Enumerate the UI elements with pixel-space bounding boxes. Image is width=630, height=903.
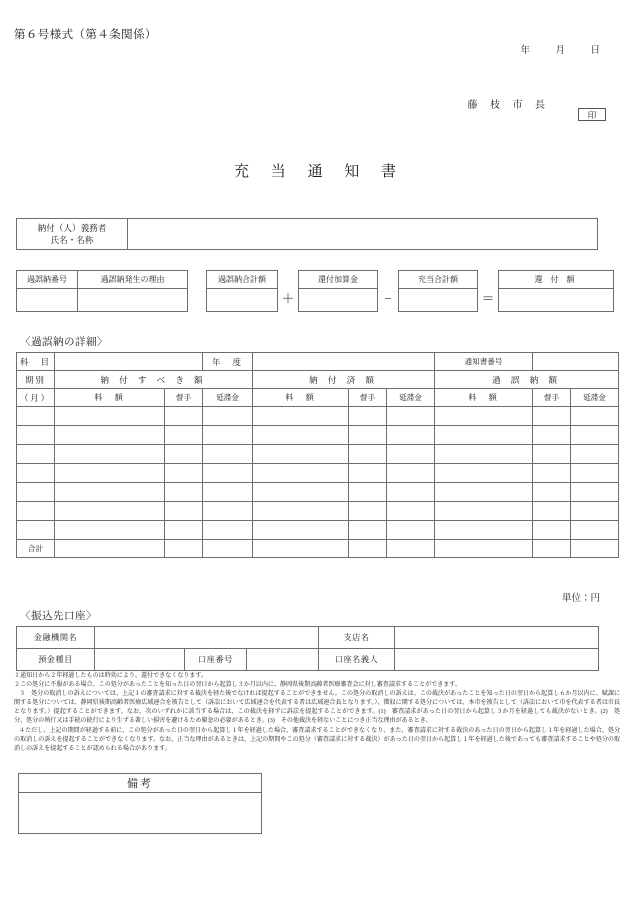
table-row xyxy=(17,521,619,540)
table-row xyxy=(17,407,619,426)
overpaid-demand-header: 督手 xyxy=(533,389,571,407)
detail-value-cell[interactable] xyxy=(349,521,387,540)
overpaid-delinquent-header: 延滞金 xyxy=(571,389,619,407)
offset-total-input[interactable] xyxy=(399,289,478,312)
detail-value-cell[interactable] xyxy=(435,521,533,540)
detail-value-cell[interactable] xyxy=(55,521,165,540)
account-holder-input[interactable] xyxy=(395,649,599,671)
overpayment-reason-header: 過誤納発生の理由 xyxy=(78,271,188,289)
detail-value-cell[interactable] xyxy=(253,521,349,540)
table-row xyxy=(299,289,378,312)
detail-value-cell[interactable] xyxy=(435,483,533,502)
table-row xyxy=(17,464,619,483)
detail-value-cell[interactable] xyxy=(387,407,435,426)
detail-value-cell[interactable] xyxy=(253,464,349,483)
bank-account-table xyxy=(16,626,599,671)
total-paid-demand[interactable] xyxy=(349,540,387,558)
detail-value-cell[interactable] xyxy=(387,483,435,502)
detail-value-cell[interactable] xyxy=(571,445,619,464)
detail-table-body xyxy=(17,407,619,540)
remarks-table xyxy=(18,773,262,834)
table-row xyxy=(399,271,478,289)
payable-fee-header: 料 額 xyxy=(55,389,165,407)
legal-note-paragraph: １通知日から２年経過したものは時効により、還付できなくなります。 xyxy=(14,673,208,679)
account-number-input[interactable] xyxy=(247,649,319,671)
payer-label-cell xyxy=(17,219,128,250)
year-input[interactable] xyxy=(253,353,435,371)
table-row xyxy=(17,502,619,521)
detail-value-cell[interactable] xyxy=(571,483,619,502)
table-row xyxy=(19,774,262,793)
remarks-label: 備考 xyxy=(19,774,262,793)
detail-value-cell[interactable] xyxy=(165,521,203,540)
detail-value-cell[interactable] xyxy=(571,407,619,426)
detail-value-cell[interactable] xyxy=(55,445,165,464)
table-row xyxy=(299,271,378,289)
group-payable-header: 納 付 す べ き 額 xyxy=(55,371,253,389)
period-label-line1: 期別 xyxy=(17,371,55,389)
table-row xyxy=(17,371,619,389)
detail-period-cell[interactable] xyxy=(17,521,55,540)
legal-note-paragraph: ２この処分に不服がある場合、この処分があったことを知った日の翌日から起算し３か月以内に、静岡県後期高齢者医療審査会に対し審査請求することができます。 xyxy=(14,682,461,689)
table-row xyxy=(17,289,188,312)
detail-value-cell[interactable] xyxy=(203,407,253,426)
table-row xyxy=(17,271,188,289)
account-number-label: 口座番号 xyxy=(185,649,247,671)
detail-value-cell[interactable] xyxy=(435,464,533,483)
detail-value-cell[interactable] xyxy=(253,426,349,445)
form-number: 第６号様式（第４条関係） xyxy=(14,29,157,41)
detail-value-cell[interactable] xyxy=(165,502,203,521)
branch-label: 支店名 xyxy=(319,627,395,649)
detail-value-cell[interactable] xyxy=(55,483,165,502)
detail-value-cell[interactable] xyxy=(533,483,571,502)
detail-value-cell[interactable] xyxy=(387,445,435,464)
detail-value-cell[interactable] xyxy=(253,483,349,502)
deposit-type-input[interactable] xyxy=(95,649,185,671)
detail-period-cell[interactable] xyxy=(17,464,55,483)
total-paid-fee[interactable] xyxy=(253,540,349,558)
detail-value-cell[interactable] xyxy=(203,521,253,540)
payer-name-table xyxy=(16,218,598,250)
subject-input[interactable] xyxy=(55,353,203,371)
total-paid-delinquent[interactable] xyxy=(387,540,435,558)
detail-value-cell[interactable] xyxy=(165,483,203,502)
detail-value-cell[interactable] xyxy=(387,426,435,445)
group-overpaid-header: 過 誤 納 額 xyxy=(435,371,619,389)
refund-interest-input[interactable] xyxy=(299,289,378,312)
detail-value-cell[interactable] xyxy=(253,445,349,464)
detail-period-cell[interactable] xyxy=(17,502,55,521)
detail-value-cell[interactable] xyxy=(165,464,203,483)
refund-interest-block xyxy=(298,270,378,312)
payer-name-input[interactable] xyxy=(128,219,598,250)
detail-period-cell[interactable] xyxy=(17,483,55,502)
legal-note-paragraph: ３ 処分の取消しの訴えについては、上記１の審査請求に対する裁決を経た後でなければ提起することができません。この処分の取消しの訴えは、この裁決があったことを知った日の翌日から起算し６か月以内に、賦課に関する処分については、静岡県後期高齢者医療広域連合を被告として（訴訟において広域連合を代表する者は広域連合長となります。）、徴収に関する処分については、本市を被告として（訴訟において市を代表する者は市長となります。）提起することができます。なお、次のいずれかに該当する場合は、この裁決を経ずに訴訟を提起することができます。(1) 審査請求があった日の翌日から起算し３か月を経過しても裁決がないとき。(2) 処分、処分の執行又は手続の続行により生ずる著しい損害を避けるため緊急の必要があるとき。(3) その他裁決を経ないことにつき正当な理由があるとき。 xyxy=(14,691,620,725)
notice-number-input[interactable] xyxy=(533,353,619,371)
detail-period-cell[interactable] xyxy=(17,407,55,426)
notice-number-label: 通知書番号 xyxy=(435,353,533,371)
detail-value-cell[interactable] xyxy=(533,407,571,426)
issuer-name: 藤 枝 市 長 xyxy=(467,100,550,111)
detail-value-cell[interactable] xyxy=(253,407,349,426)
table-row xyxy=(399,289,478,312)
paid-demand-header: 督手 xyxy=(349,389,387,407)
total-overpaid-delinquent[interactable] xyxy=(571,540,619,558)
overpayment-reason-input[interactable] xyxy=(78,289,188,312)
detail-value-cell[interactable] xyxy=(533,464,571,483)
offset-total-block xyxy=(398,270,478,312)
detail-value-cell[interactable] xyxy=(533,445,571,464)
total-payable-demand[interactable] xyxy=(165,540,203,558)
table-row xyxy=(499,271,614,289)
table-row xyxy=(17,353,619,371)
refund-amount-header: 還 付 額 xyxy=(499,271,614,289)
table-row xyxy=(17,445,619,464)
detail-value-cell[interactable] xyxy=(387,464,435,483)
paid-fee-header: 料 額 xyxy=(253,389,349,407)
legal-note-paragraph: ４ただし、上記の期間が経過する前に、この処分があった日の翌日から起算し１年を経過した場合、審査請求することができなくなり、また、審査請求に対する裁決のあった日の翌日から起算し１年を経過した場合、処分の取消しの訴えを提起することができなくなります。なお、正当な理由があるときは、上記の期間やこの処分（審査請求に対する裁決）があった日の翌日から起算し１年を経過した後であっても審査請求することや処分の取消しの訴えを提起することが認められる場合があります。 xyxy=(14,727,620,752)
detail-value-cell[interactable] xyxy=(165,445,203,464)
detail-value-cell[interactable] xyxy=(435,502,533,521)
detail-value-cell[interactable] xyxy=(165,426,203,445)
detail-value-cell[interactable] xyxy=(435,445,533,464)
overpayment-total-header: 過誤納合計額 xyxy=(207,271,278,289)
detail-value-cell[interactable] xyxy=(349,464,387,483)
table-row xyxy=(207,271,278,289)
detail-value-cell[interactable] xyxy=(533,426,571,445)
seal-box: 印 xyxy=(578,108,606,121)
total-overpaid-demand[interactable] xyxy=(533,540,571,558)
detail-value-cell[interactable] xyxy=(571,502,619,521)
deposit-type-label: 預金種目 xyxy=(17,649,95,671)
refund-amount-block xyxy=(498,270,614,312)
date-line: 年 月 日 xyxy=(520,46,608,56)
table-row xyxy=(17,649,599,671)
plus-operator: ＋ xyxy=(281,291,295,306)
branch-input[interactable] xyxy=(395,627,599,649)
overpayment-total-input[interactable] xyxy=(207,289,278,312)
table-row xyxy=(207,289,278,312)
calculation-row xyxy=(16,270,614,312)
detail-value-cell[interactable] xyxy=(55,407,165,426)
paid-delinquent-header: 延滞金 xyxy=(387,389,435,407)
refund-amount-input[interactable] xyxy=(499,289,614,312)
unit-note: 単位：円 xyxy=(561,594,600,604)
table-row xyxy=(17,219,598,250)
detail-value-cell[interactable] xyxy=(349,445,387,464)
detail-value-cell[interactable] xyxy=(55,502,165,521)
detail-value-cell[interactable] xyxy=(349,483,387,502)
detail-value-cell[interactable] xyxy=(387,521,435,540)
year-label: 年 度 xyxy=(203,353,253,371)
overpayment-number-header: 過誤納番号 xyxy=(17,271,78,289)
table-row xyxy=(17,540,619,558)
page-title: 充 当 通 知 書 xyxy=(233,164,405,180)
institution-label: 金融機関名 xyxy=(17,627,95,649)
overpayment-number-input[interactable] xyxy=(17,289,78,312)
detail-value-cell[interactable] xyxy=(533,521,571,540)
table-row xyxy=(499,289,614,312)
legal-notes xyxy=(14,672,620,754)
table-row xyxy=(17,389,619,407)
period-label-line2: （月） xyxy=(17,389,55,407)
total-payable-fee[interactable] xyxy=(55,540,165,558)
overpayment-detail-table xyxy=(16,352,619,558)
detail-value-cell[interactable] xyxy=(165,407,203,426)
table-row xyxy=(17,426,619,445)
detail-value-cell[interactable] xyxy=(387,502,435,521)
table-row xyxy=(19,793,262,834)
bank-section-caption: 〈振込先口座〉 xyxy=(20,611,97,622)
detail-value-cell[interactable] xyxy=(203,483,253,502)
detail-value-cell[interactable] xyxy=(435,426,533,445)
detail-value-cell[interactable] xyxy=(349,502,387,521)
detail-value-cell[interactable] xyxy=(203,502,253,521)
detail-value-cell[interactable] xyxy=(571,464,619,483)
detail-value-cell[interactable] xyxy=(571,426,619,445)
offset-total-header: 充当合計額 xyxy=(399,271,478,289)
detail-value-cell[interactable] xyxy=(533,502,571,521)
subject-label: 科 目 xyxy=(17,353,55,371)
payer-label-line1: 納付（人）義務者 xyxy=(37,223,107,233)
overpayment-total-block xyxy=(206,270,278,312)
detail-value-cell[interactable] xyxy=(253,502,349,521)
payable-delinquent-header: 延滞金 xyxy=(203,389,253,407)
detail-value-cell[interactable] xyxy=(55,464,165,483)
total-label: 合計 xyxy=(17,540,55,558)
detail-value-cell[interactable] xyxy=(203,445,253,464)
detail-period-cell[interactable] xyxy=(17,445,55,464)
total-overpaid-fee[interactable] xyxy=(435,540,533,558)
institution-input[interactable] xyxy=(95,627,319,649)
detail-period-cell[interactable] xyxy=(17,426,55,445)
minus-operator: − xyxy=(384,291,392,306)
refund-interest-header: 還付加算金 xyxy=(299,271,378,289)
remarks-input[interactable] xyxy=(19,793,262,834)
account-holder-label: 口座名義人 xyxy=(319,649,395,671)
detail-value-cell[interactable] xyxy=(203,426,253,445)
total-payable-delinquent[interactable] xyxy=(203,540,253,558)
detail-value-cell[interactable] xyxy=(349,407,387,426)
detail-value-cell[interactable] xyxy=(349,426,387,445)
table-row xyxy=(17,483,619,502)
overpaid-fee-header: 料 額 xyxy=(435,389,533,407)
equals-operator: ＝ xyxy=(481,291,495,306)
table-row xyxy=(17,627,599,649)
group-paid-header: 納 付 済 額 xyxy=(253,371,435,389)
detail-section-caption: 〈過誤納の詳細〉 xyxy=(20,337,108,348)
detail-value-cell[interactable] xyxy=(571,521,619,540)
detail-value-cell[interactable] xyxy=(203,464,253,483)
payer-label-line2: 氏名・名称 xyxy=(50,235,94,245)
detail-value-cell[interactable] xyxy=(435,407,533,426)
overpayment-id-block xyxy=(16,270,188,312)
payable-demand-header: 督手 xyxy=(165,389,203,407)
detail-value-cell[interactable] xyxy=(55,426,165,445)
